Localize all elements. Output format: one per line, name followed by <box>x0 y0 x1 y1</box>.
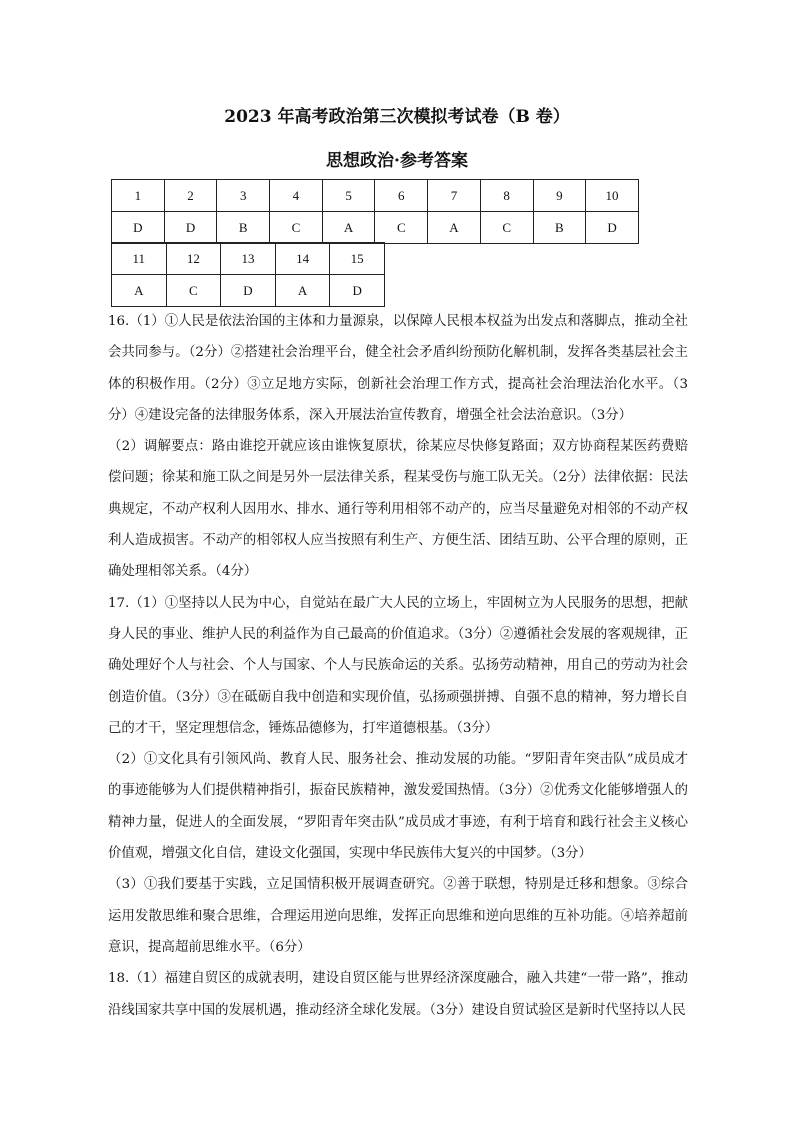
answer-paragraph-16-2: （2）调解要点：路由谁挖开就应该由谁恢复原状，徐某应尽快修复路面；双方协商程某医药费赔偿问题；徐某和施工队之间是另外一层法律关系，程某受伤与施工队无关。（2分）法律依据：民法典规定，不动产权利人因用水、排水、通行等利用相邻不动产的，应当尽量避免对相邻的不动产权利人造成损害。不动产的相邻权人应当按照有利生产、方便生活、团结互助、公平合理的原则，正确处理相邻关系。（4分） <box>108 439 688 580</box>
answer-table-1 <box>111 179 639 244</box>
question-number: 14 <box>275 243 330 275</box>
answer-cell: A <box>275 275 330 307</box>
answer-body <box>108 306 688 1026</box>
question-number: 15 <box>330 243 385 275</box>
answer-table-2 <box>111 242 385 307</box>
question-number: 6 <box>375 180 428 212</box>
answer-cell: C <box>166 275 221 307</box>
question-number: 8 <box>480 180 533 212</box>
answer-cell: D <box>221 275 276 307</box>
question-number: 1 <box>112 180 165 212</box>
answer-cell: C <box>270 212 323 244</box>
question-number: 13 <box>221 243 276 275</box>
answer-paragraph-16-1: 16.（1）①人民是依法治国的主体和力量源泉，以保障人民根本权益为出发点和落脚点，推动全社会共同参与。（2分）②搭建社会治理平台，健全社会矛盾纠纷预防化解机制，发挥各类基层社会主体的积极作用。（2分）③立足地方实际，创新社会治理工作方式，提高社会治理法治化水平。（3分）④建设完备的法律服务体系，深入开展法治宣传教育，增强全社会法治意识。（3分） <box>108 314 688 423</box>
answer-cell: C <box>480 212 533 244</box>
question-number-row <box>112 180 639 212</box>
question-number: 7 <box>428 180 481 212</box>
document-title: 2023 年高考政治第三次模拟考试卷（B 卷） <box>224 107 570 127</box>
answer-row <box>112 275 385 307</box>
question-number: 12 <box>166 243 221 275</box>
answer-row <box>112 212 639 244</box>
document-subtitle: 思想政治·参考答案 <box>326 151 468 171</box>
answer-paragraph-17-1: 17.（1）①坚持以人民为中心，自觉站在最广大人民的立场上，牢固树立为人民服务的思想，把献身人民的事业、维护人民的利益作为自己最高的价值追求。（3分）②遵循社会发展的客观规律，正确处理好个人与社会、个人与国家、个人与民族命运的关系。弘扬劳动精神，用自己的劳动为社会创造价值。（3分）③在砥砺自我中创造和实现价值，弘扬顽强拼搏、自强不息的精神，努力增长自己的才干，坚定理想信念，锤炼品德修为，打牢道德根基。（3分） <box>108 595 688 736</box>
question-number: 11 <box>112 243 167 275</box>
answer-cell: D <box>586 212 639 244</box>
answer-paragraph-17-3: （3）①我们要基于实践，立足国情积极开展调查研究。②善于联想，特别是迁移和想象。③综合运用发散思维和聚合思维，合理运用逆向思维，发挥正向思维和逆向思维的互补功能。④培养超前意识，提高超前思维水平。（6分） <box>108 877 688 955</box>
question-number: 4 <box>270 180 323 212</box>
answer-cell: C <box>375 212 428 244</box>
question-number: 5 <box>322 180 375 212</box>
answer-paragraph-18-1: 18.（1）福建自贸区的成就表明，建设自贸区能与世界经济深度融合，融入共建“一带一路”，推动沿线国家共享中国的发展机遇，推动经济全球化发展。（3分）建设自贸试验区是新时代坚持以人民 <box>108 971 688 1018</box>
answer-cell: B <box>217 212 270 244</box>
answer-paragraph-17-2: （2）①文化具有引领风尚、教育人民、服务社会、推动发展的功能。“罗阳青年突击队”成员成才的事迹能够为人们提供精神指引，振奋民族精神，激发爱国热情。（3分）②优秀文化能够增强人的精神力量，促进人的全面发展，“罗阳青年突击队”成员成才事迹，有利于培育和践行社会主义核心价值观，增强文化自信，建设文化强国，实现中华民族伟大复兴的中国梦。（3分） <box>108 752 688 862</box>
answer-cell: D <box>112 212 165 244</box>
answer-cell: D <box>330 275 385 307</box>
answer-cell: D <box>164 212 217 244</box>
question-number: 3 <box>217 180 270 212</box>
answer-cell: B <box>533 212 586 244</box>
question-number: 9 <box>533 180 586 212</box>
question-number-row <box>112 243 385 275</box>
answer-cell: A <box>428 212 481 244</box>
question-number: 10 <box>586 180 639 212</box>
answer-cell: A <box>112 275 167 307</box>
answer-cell: A <box>322 212 375 244</box>
question-number: 2 <box>164 180 217 212</box>
